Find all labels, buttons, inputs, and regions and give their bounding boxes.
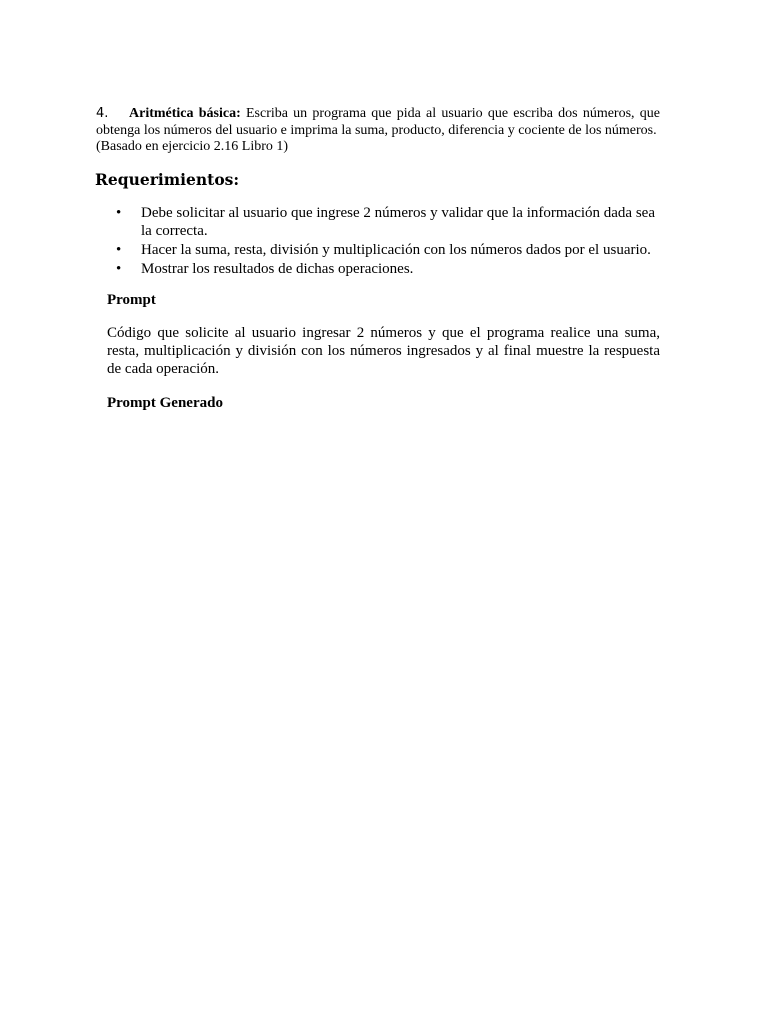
prompt-body: Código que solicite al usuario ingresar 2 números y que el programa realice una suma, resta, multiplicación y división con los números ingresados y al final muestre la respuesta de cada operación. bbox=[107, 325, 660, 378]
bullet-icon: • bbox=[116, 205, 122, 221]
task-number: 4. bbox=[96, 106, 109, 121]
generated-prompt-heading: Prompt Generado bbox=[107, 395, 223, 411]
requirement-text: Debe solicitar al usuario que ingrese 2 números y validar que la información dada sea la correcta. bbox=[141, 205, 655, 239]
requirements-heading: Requerimientos: bbox=[95, 170, 240, 189]
task-title: Aritmética básica: bbox=[129, 106, 241, 121]
list-item bbox=[96, 241, 660, 259]
requirement-text: Mostrar los resultados de dichas operaciones. bbox=[141, 261, 414, 277]
bullet-icon: • bbox=[116, 242, 122, 258]
list-item bbox=[96, 204, 660, 240]
requirement-text: Hacer la suma, resta, división y multiplicación con los números dados por el usuario. bbox=[141, 242, 651, 258]
task-paragraph bbox=[96, 106, 660, 156]
list-item bbox=[96, 260, 660, 278]
requirements-list bbox=[96, 204, 660, 279]
task-body: Escriba un programa que pida al usuario que escriba dos números, que obtenga los números del usuario e imprima la suma, producto, diferencia y cociente de los números. bbox=[96, 106, 660, 138]
task-reference: (Basado en ejercicio 2.16 Libro 1) bbox=[96, 139, 289, 154]
bullet-icon: • bbox=[116, 261, 122, 277]
prompt-heading: Prompt bbox=[107, 292, 156, 308]
